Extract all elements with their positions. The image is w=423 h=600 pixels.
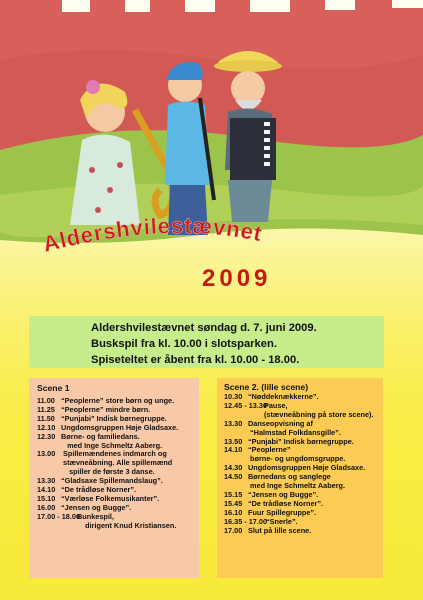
scene2-entry-desc: Pause, (stævneåbning på store scene). — [264, 400, 374, 419]
scene2-entry — [224, 402, 381, 420]
scene2-entry-time: 13.50 — [224, 436, 243, 446]
scene1-entry — [37, 433, 197, 451]
scene1-entry-time: 14.10 — [37, 485, 56, 495]
scene2-entry-time: 14.50 — [224, 472, 243, 482]
scene2-entry-time: 13.30 — [224, 418, 243, 428]
scene2-entry — [224, 527, 381, 536]
scene1-entry-desc: “Værløse Folkemusikanter”. — [61, 493, 160, 503]
scene1-entry-time: 11.25 — [37, 404, 55, 414]
scene2-entry-desc: Børnedans og sanglege med Inge Schmeltz Aaberg. — [248, 472, 346, 491]
event-info-box — [29, 316, 384, 368]
scene2-entry-desc: Fuur Spillegruppe”. — [248, 507, 317, 517]
scene1-entry-time: 13.00 — [37, 449, 56, 459]
scene2-entry — [224, 446, 381, 464]
scene2-entry-desc: “Nøddeknækkerne”. — [248, 392, 319, 401]
scene1-entry-time: 16.00 — [37, 502, 56, 512]
scene1-entry-time: 12.30 — [37, 431, 56, 441]
scene2-entry-time: 14.10 — [224, 445, 243, 455]
scene2-entry-desc: “Peoplerne” børne- og ungdomsgruppe. — [248, 445, 346, 464]
scene1-entry-time: 11.50 — [37, 413, 55, 423]
scene2-entry-time: 12.45 - 13.30 — [224, 400, 268, 410]
poster-title: Aldershvilestævnet — [40, 212, 265, 257]
title-area — [0, 200, 423, 300]
scene2-entry-time: 15.15 — [224, 489, 243, 499]
scene1-entry-desc: Børne- og familiedans. med Inge Schmeltz Aaberg. — [61, 431, 163, 450]
scene2-entry-time: 16.10 — [224, 507, 243, 517]
scene2-title: Scene 2. (lille scene) — [224, 382, 309, 392]
scene1-entry-time: 13.30 — [37, 476, 56, 486]
info-line-date: Aldershvilestævnet søndag d. 7. juni 2009. — [91, 322, 317, 334]
scene1-entry-desc: Bunkespil, dirigent Knud Kristiansen. — [77, 511, 177, 530]
scene1-entry-time: 15.10 — [37, 493, 56, 503]
scene2-list — [224, 393, 381, 536]
scene1-entry-desc: “Peoplerne” mindre børn. — [61, 404, 151, 414]
scene1-entry-desc: “Peoplerne” store børn og unge. — [61, 396, 175, 405]
scene1-list — [37, 397, 197, 531]
scene2-entry — [224, 420, 381, 438]
scene2-schedule — [217, 378, 383, 578]
scene1-entry — [37, 450, 197, 477]
scene1-entry-time: 11.00 — [37, 396, 55, 405]
scene2-entry-time: 14.30 — [224, 463, 243, 473]
scene1-entry — [37, 513, 197, 531]
poster-year: 2009 — [202, 265, 272, 292]
scene1-entry-time: 17.00 - 18.00 — [37, 511, 81, 521]
scene2-entry-time: 17.00 — [224, 525, 243, 535]
info-line-food-tent: Spiseteltet er åbent fra kl. 10.00 - 18.00. — [91, 354, 300, 366]
scene1-entry-desc: Ungdomsgruppen Høje Gladsaxe. — [61, 422, 179, 432]
scene2-entry-desc: Ungdomsgruppen Høje Gladsaxe. — [248, 463, 366, 473]
scene1-entry-desc: “Gladsaxe Spillemandslaug”. — [61, 476, 163, 486]
info-line-busking: Buskspil fra kl. 10.00 i slotsparken. — [91, 338, 277, 350]
scene1-entry-desc: “De trådløse Norner”. — [61, 485, 137, 495]
scene2-entry-time: 16.35 - 17.00 — [224, 516, 268, 526]
scene1-entry-time: 12.10 — [37, 422, 56, 432]
scene1-entry-desc: “Punjabi” Indisk børnegruppe. — [61, 413, 167, 423]
scene2-entry-desc: “Jensen og Bugge”. — [248, 489, 319, 499]
scene1-title: Scene 1 — [37, 383, 70, 393]
scene2-entry — [224, 473, 381, 491]
scene2-entry-time: 10.30 — [224, 392, 243, 401]
scene2-entry-desc: “Punjabi” Indisk børnegruppe. — [248, 436, 354, 446]
scene2-entry-desc: “De trådløse Norner”. — [248, 498, 324, 508]
scene2-entry-desc: Slut på lille scene. — [248, 525, 312, 535]
scene2-entry-time: 15.45 — [224, 498, 243, 508]
scene1-schedule — [29, 378, 199, 578]
scene1-entry-desc: Spillemændenes indmarch og stævneåbning. Alle spillemænd spiller de første 3 danse. — [63, 449, 173, 477]
scene1-entry-desc: “Jensen og Bugge”. — [61, 502, 132, 512]
scene2-entry-desc: Danseopvisning af “Halmstad Folkdansgille”. — [248, 418, 341, 437]
scene2-entry-desc: “Snerle”. — [264, 516, 298, 526]
